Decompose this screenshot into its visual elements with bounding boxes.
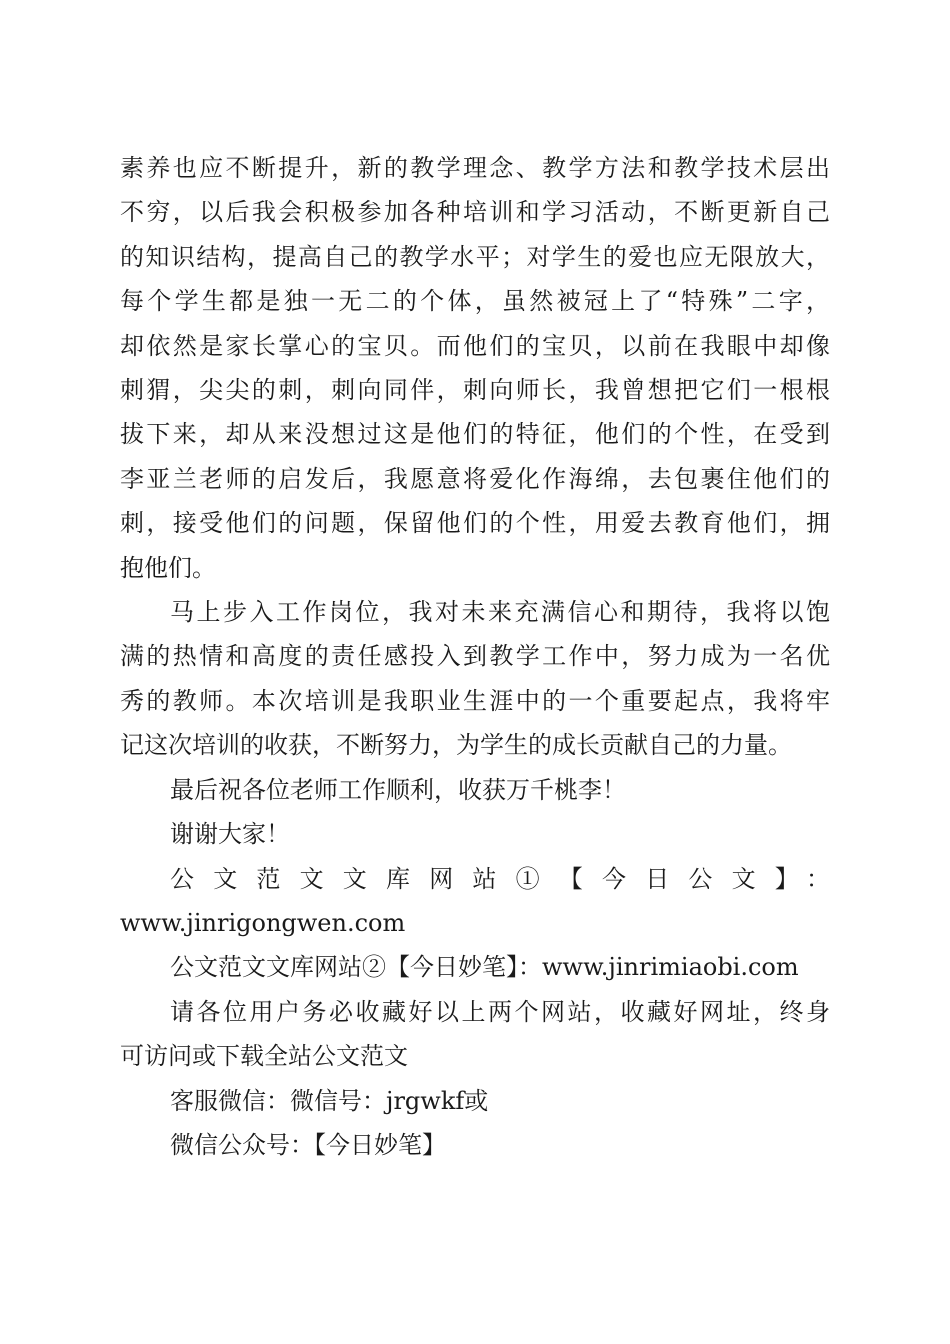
text-line: 微信公众号：【今日妙笔】: [170, 1130, 446, 1159]
text-line: 每个学生都是独一无二的个体，虽然被冠上了“特殊”二字，: [120, 287, 830, 316]
text-line: 不穷，以后我会积极参加各种培训和学习活动，不断更新自己: [120, 198, 830, 227]
text-line: 谢谢大家！: [170, 820, 290, 849]
text-line: 公文范文文库网站①【今日公文】：: [170, 864, 830, 893]
paragraph-site-one: [120, 857, 830, 946]
paragraph-customer-service: [120, 1079, 830, 1123]
text-line: 刺猬，尖尖的刺，刺向同伴，刺向师长，我曾想把它们一根根: [120, 376, 830, 405]
text-line: 请各位用户务必收藏好以上两个网站，收藏好网址，终身: [170, 997, 830, 1026]
text-line: 公文范文文库网站②【今日妙笔】：www.jinrimiaobi.com: [170, 953, 799, 982]
text-line: 可访问或下载全站公文范文: [120, 1042, 408, 1071]
text-line: 拔下来，却从来没想过这是他们的特征，他们的个性，在受到: [120, 420, 830, 449]
paragraph-thanks: [120, 812, 830, 856]
text-line: 马上步入工作岗位，我对未来充满信心和期待，我将以饱: [170, 598, 830, 627]
text-line: 的知识结构，提高自己的教学水平；对学生的爱也应无限放大，: [120, 242, 830, 271]
text-line: 记这次培训的收获，不断努力，为学生的成长贡献自己的力量。: [120, 731, 792, 760]
text-line: 秀的教师。本次培训是我职业生涯中的一个重要起点，我将牢: [120, 686, 830, 715]
document-page: [120, 146, 830, 1167]
text-line: 抱他们。: [120, 553, 216, 582]
text-line: 素养也应不断提升，新的教学理念、教学方法和教学技术层出: [120, 154, 830, 182]
text-line: 最后祝各位老师工作顺利，收获万千桃李！: [170, 775, 626, 804]
site-one-url: www.jinrigongwen.com: [120, 908, 406, 937]
paragraph-bookmark-notice: [120, 990, 830, 1079]
paragraph-teaching-growth: [120, 146, 830, 590]
paragraph-official-account: [120, 1123, 830, 1167]
paragraph-site-two: [120, 945, 830, 989]
text-line: 刺，接受他们的问题，保留他们的个性，用爱去教育他们，拥: [120, 509, 830, 538]
text-line: 却依然是家长掌心的宝贝。而他们的宝贝，以前在我眼中却像: [120, 331, 830, 360]
text-line: 客服微信：微信号：jrgwkf或: [170, 1086, 489, 1115]
paragraph-future-plans: [120, 590, 830, 768]
text-line: 李亚兰老师的启发后，我愿意将爱化作海绵，去包裹住他们的: [120, 464, 830, 493]
text-line: 满的热情和高度的责任感投入到教学工作中，努力成为一名优: [120, 642, 830, 671]
paragraph-wishes: [120, 768, 830, 812]
